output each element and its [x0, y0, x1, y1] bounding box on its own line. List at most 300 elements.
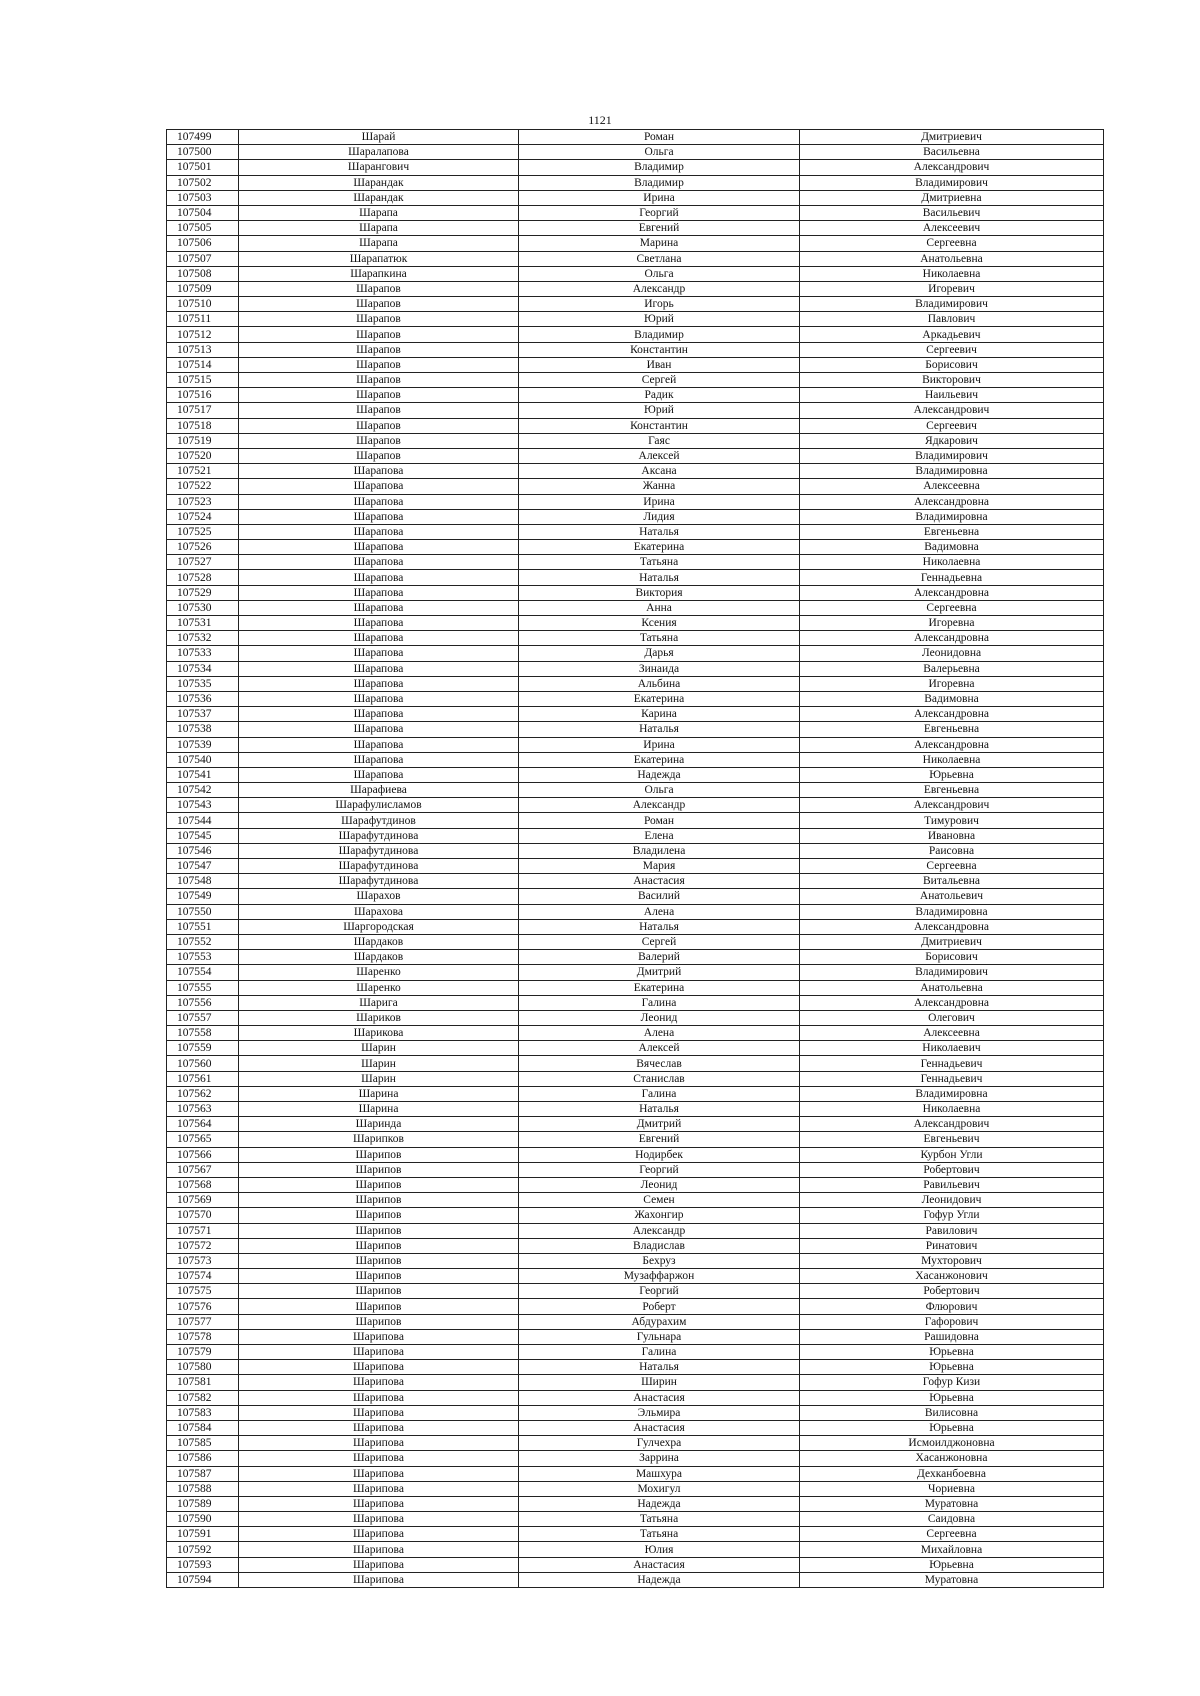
- patronymic-cell: Сергеевна: [800, 859, 1104, 874]
- patronymic-cell: Александрович: [800, 160, 1104, 175]
- table-row: [167, 1451, 1104, 1466]
- record-number-cell: 107580: [167, 1360, 239, 1375]
- last-name-cell: Шарафутдинова: [239, 874, 519, 889]
- last-name-cell: Шарина: [239, 1086, 519, 1101]
- patronymic-cell: Аркадьевич: [800, 327, 1104, 342]
- first-name-cell: Александр: [519, 798, 800, 813]
- first-name-cell: Юрий: [519, 312, 800, 327]
- table-row: [167, 798, 1104, 813]
- record-number-cell: 107593: [167, 1557, 239, 1572]
- table-row: [167, 600, 1104, 615]
- table-row: [167, 1527, 1104, 1542]
- patronymic-cell: Игоревна: [800, 616, 1104, 631]
- last-name-cell: Шарапова: [239, 676, 519, 691]
- record-number-cell: 107583: [167, 1405, 239, 1420]
- table-row: [167, 1436, 1104, 1451]
- record-number-cell: 107555: [167, 980, 239, 995]
- patronymic-cell: Александровна: [800, 995, 1104, 1010]
- last-name-cell: Шарапов: [239, 327, 519, 342]
- record-number-cell: 107574: [167, 1269, 239, 1284]
- first-name-cell: Зинаида: [519, 661, 800, 676]
- table-row: [167, 1193, 1104, 1208]
- patronymic-cell: Курбон Угли: [800, 1147, 1104, 1162]
- first-name-cell: Анастасия: [519, 1390, 800, 1405]
- table-row: [167, 1071, 1104, 1086]
- record-number-cell: 107552: [167, 934, 239, 949]
- record-number-cell: 107549: [167, 889, 239, 904]
- last-name-cell: Шарипова: [239, 1512, 519, 1527]
- record-number-cell: 107576: [167, 1299, 239, 1314]
- first-name-cell: Екатерина: [519, 540, 800, 555]
- first-name-cell: Екатерина: [519, 752, 800, 767]
- first-name-cell: Владилена: [519, 843, 800, 858]
- last-name-cell: Шарапова: [239, 737, 519, 752]
- record-number-cell: 107551: [167, 919, 239, 934]
- patronymic-cell: Владимирович: [800, 448, 1104, 463]
- first-name-cell: Альбина: [519, 676, 800, 691]
- patronymic-cell: Ядкарович: [800, 433, 1104, 448]
- first-name-cell: Ирина: [519, 190, 800, 205]
- record-number-cell: 107508: [167, 266, 239, 281]
- table-row: [167, 1329, 1104, 1344]
- first-name-cell: Екатерина: [519, 691, 800, 706]
- patronymic-cell: Сергеевна: [800, 600, 1104, 615]
- record-number-cell: 107556: [167, 995, 239, 1010]
- record-number-cell: 107588: [167, 1481, 239, 1496]
- table-row: [167, 767, 1104, 782]
- patronymic-cell: Муратовна: [800, 1572, 1104, 1587]
- record-number-cell: 107567: [167, 1162, 239, 1177]
- first-name-cell: Ирина: [519, 494, 800, 509]
- table-row: [167, 342, 1104, 357]
- last-name-cell: Шарапов: [239, 433, 519, 448]
- record-number-cell: 107545: [167, 828, 239, 843]
- table-row: [167, 828, 1104, 843]
- first-name-cell: Наталья: [519, 1360, 800, 1375]
- record-number-cell: 107534: [167, 661, 239, 676]
- record-number-cell: 107515: [167, 373, 239, 388]
- table-row: [167, 524, 1104, 539]
- patronymic-cell: Владимирович: [800, 175, 1104, 190]
- patronymic-cell: Юрьевна: [800, 1557, 1104, 1572]
- patronymic-cell: Муратовна: [800, 1496, 1104, 1511]
- first-name-cell: Анна: [519, 600, 800, 615]
- record-number-cell: 107589: [167, 1496, 239, 1511]
- table-row: [167, 1117, 1104, 1132]
- record-number-cell: 107525: [167, 524, 239, 539]
- patronymic-cell: Борисович: [800, 950, 1104, 965]
- patronymic-cell: Александровна: [800, 737, 1104, 752]
- first-name-cell: Станислав: [519, 1071, 800, 1086]
- last-name-cell: Шарипков: [239, 1132, 519, 1147]
- patronymic-cell: Геннадьевна: [800, 570, 1104, 585]
- record-number-cell: 107572: [167, 1238, 239, 1253]
- patronymic-cell: Павлович: [800, 312, 1104, 327]
- first-name-cell: Надежда: [519, 767, 800, 782]
- last-name-cell: Шарапова: [239, 661, 519, 676]
- last-name-cell: Шарипов: [239, 1177, 519, 1192]
- first-name-cell: Георгий: [519, 205, 800, 220]
- patronymic-cell: Чориевна: [800, 1481, 1104, 1496]
- patronymic-cell: Ивановна: [800, 828, 1104, 843]
- last-name-cell: Шарапова: [239, 540, 519, 555]
- record-number-cell: 107503: [167, 190, 239, 205]
- last-name-cell: Шарафутдинова: [239, 843, 519, 858]
- patronymic-cell: Равильевич: [800, 1177, 1104, 1192]
- patronymic-cell: Михайловна: [800, 1542, 1104, 1557]
- first-name-cell: Нодирбек: [519, 1147, 800, 1162]
- table-row: [167, 160, 1104, 175]
- record-number-cell: 107544: [167, 813, 239, 828]
- table-row: [167, 919, 1104, 934]
- record-number-cell: 107559: [167, 1041, 239, 1056]
- first-name-cell: Евгений: [519, 221, 800, 236]
- record-number-cell: 107512: [167, 327, 239, 342]
- record-number-cell: 107513: [167, 342, 239, 357]
- patronymic-cell: Владимирович: [800, 297, 1104, 312]
- first-name-cell: Дарья: [519, 646, 800, 661]
- last-name-cell: Шарапа: [239, 205, 519, 220]
- table-row: [167, 448, 1104, 463]
- last-name-cell: Шарапов: [239, 373, 519, 388]
- record-number-cell: 107540: [167, 752, 239, 767]
- patronymic-cell: Дмитриевич: [800, 934, 1104, 949]
- patronymic-cell: Юрьевна: [800, 1360, 1104, 1375]
- last-name-cell: Шарипов: [239, 1193, 519, 1208]
- table-row: [167, 965, 1104, 980]
- patronymic-cell: Геннадьевич: [800, 1071, 1104, 1086]
- last-name-cell: Шарапова: [239, 691, 519, 706]
- last-name-cell: Шарипов: [239, 1299, 519, 1314]
- table-row: [167, 1314, 1104, 1329]
- last-name-cell: Шарипова: [239, 1436, 519, 1451]
- record-number-cell: 107524: [167, 509, 239, 524]
- record-number-cell: 107507: [167, 251, 239, 266]
- table-row: [167, 874, 1104, 889]
- first-name-cell: Валерий: [519, 950, 800, 965]
- last-name-cell: Шарипова: [239, 1527, 519, 1542]
- patronymic-cell: Васильевна: [800, 145, 1104, 160]
- last-name-cell: Шарафутдинова: [239, 859, 519, 874]
- first-name-cell: Юрий: [519, 403, 800, 418]
- patronymic-cell: Юрьевна: [800, 767, 1104, 782]
- first-name-cell: Татьяна: [519, 1512, 800, 1527]
- record-number-cell: 107537: [167, 707, 239, 722]
- patronymic-cell: Анатольевич: [800, 889, 1104, 904]
- patronymic-cell: Робертович: [800, 1162, 1104, 1177]
- page-number: 1121: [588, 113, 612, 127]
- record-number-cell: 107557: [167, 1010, 239, 1025]
- record-number-cell: 107587: [167, 1466, 239, 1481]
- table-row: [167, 1299, 1104, 1314]
- table-row: [167, 1223, 1104, 1238]
- table-row: [167, 1345, 1104, 1360]
- first-name-cell: Анастасия: [519, 1420, 800, 1435]
- first-name-cell: Наталья: [519, 524, 800, 539]
- last-name-cell: Шарипов: [239, 1162, 519, 1177]
- first-name-cell: Жахонгир: [519, 1208, 800, 1223]
- table-row: [167, 1208, 1104, 1223]
- table-row: [167, 1132, 1104, 1147]
- last-name-cell: Шаргородская: [239, 919, 519, 934]
- last-name-cell: Шарин: [239, 1056, 519, 1071]
- table-row: [167, 1466, 1104, 1481]
- table-row: [167, 813, 1104, 828]
- record-number-cell: 107565: [167, 1132, 239, 1147]
- table-row: [167, 1102, 1104, 1117]
- record-number-cell: 107523: [167, 494, 239, 509]
- patronymic-cell: Александровна: [800, 585, 1104, 600]
- record-number-cell: 107538: [167, 722, 239, 737]
- patronymic-cell: Александровна: [800, 919, 1104, 934]
- first-name-cell: Аксана: [519, 464, 800, 479]
- last-name-cell: Шарипов: [239, 1208, 519, 1223]
- table-row: [167, 1269, 1104, 1284]
- last-name-cell: Шарипова: [239, 1420, 519, 1435]
- table-row: [167, 1360, 1104, 1375]
- first-name-cell: Гаяс: [519, 433, 800, 448]
- last-name-cell: Шарахов: [239, 889, 519, 904]
- patronymic-cell: Сергеевна: [800, 1527, 1104, 1542]
- patronymic-cell: Александрович: [800, 798, 1104, 813]
- record-number-cell: 107586: [167, 1451, 239, 1466]
- record-number-cell: 107592: [167, 1542, 239, 1557]
- last-name-cell: Шаренко: [239, 965, 519, 980]
- first-name-cell: Ольга: [519, 783, 800, 798]
- patronymic-cell: Алексеевна: [800, 1026, 1104, 1041]
- last-name-cell: Шарин: [239, 1041, 519, 1056]
- last-name-cell: Шарапова: [239, 479, 519, 494]
- patronymic-cell: Александровна: [800, 494, 1104, 509]
- patronymic-cell: Раисовна: [800, 843, 1104, 858]
- record-number-cell: 107548: [167, 874, 239, 889]
- patronymic-cell: Витальевна: [800, 874, 1104, 889]
- table-row: [167, 783, 1104, 798]
- record-number-cell: 107546: [167, 843, 239, 858]
- record-number-cell: 107509: [167, 281, 239, 296]
- first-name-cell: Александр: [519, 1223, 800, 1238]
- table-row: [167, 1375, 1104, 1390]
- last-name-cell: Шарандак: [239, 190, 519, 205]
- last-name-cell: Шарапа: [239, 236, 519, 251]
- record-number-cell: 107510: [167, 297, 239, 312]
- last-name-cell: Шарапова: [239, 585, 519, 600]
- record-number-cell: 107568: [167, 1177, 239, 1192]
- table-row: [167, 494, 1104, 509]
- patronymic-cell: Николаевна: [800, 1102, 1104, 1117]
- last-name-cell: Шарипова: [239, 1496, 519, 1511]
- record-number-cell: 107585: [167, 1436, 239, 1451]
- record-number-cell: 107506: [167, 236, 239, 251]
- last-name-cell: Шарахова: [239, 904, 519, 919]
- first-name-cell: Надежда: [519, 1496, 800, 1511]
- table-row: [167, 737, 1104, 752]
- patronymic-cell: Ринатович: [800, 1238, 1104, 1253]
- patronymic-cell: Анатольевна: [800, 980, 1104, 995]
- first-name-cell: Татьяна: [519, 555, 800, 570]
- first-name-cell: Ирина: [519, 737, 800, 752]
- first-name-cell: Светлана: [519, 251, 800, 266]
- last-name-cell: Шарапов: [239, 388, 519, 403]
- last-name-cell: Шаринда: [239, 1117, 519, 1132]
- table-row: [167, 1572, 1104, 1587]
- patronymic-cell: Игоревич: [800, 281, 1104, 296]
- table-row: [167, 1420, 1104, 1435]
- table-row: [167, 479, 1104, 494]
- first-name-cell: Алексей: [519, 1041, 800, 1056]
- patronymic-cell: Алексеевна: [800, 479, 1104, 494]
- patronymic-cell: Юрьевна: [800, 1390, 1104, 1405]
- last-name-cell: Шарафутдинов: [239, 813, 519, 828]
- patronymic-cell: Борисович: [800, 357, 1104, 372]
- first-name-cell: Галина: [519, 995, 800, 1010]
- patronymic-cell: Гофур Угли: [800, 1208, 1104, 1223]
- last-name-cell: Шарапова: [239, 616, 519, 631]
- patronymic-cell: Анатольевна: [800, 251, 1104, 266]
- record-number-cell: 107535: [167, 676, 239, 691]
- last-name-cell: Шарипов: [239, 1269, 519, 1284]
- table-row: [167, 676, 1104, 691]
- last-name-cell: Шаренко: [239, 980, 519, 995]
- table-row: [167, 555, 1104, 570]
- record-number-cell: 107533: [167, 646, 239, 661]
- last-name-cell: Шарапа: [239, 221, 519, 236]
- first-name-cell: Георгий: [519, 1162, 800, 1177]
- patronymic-cell: Вилисовна: [800, 1405, 1104, 1420]
- record-number-cell: 107527: [167, 555, 239, 570]
- record-number-cell: 107518: [167, 418, 239, 433]
- last-name-cell: Шарай: [239, 130, 519, 145]
- table-row: [167, 616, 1104, 631]
- first-name-cell: Роман: [519, 813, 800, 828]
- table-row: [167, 1086, 1104, 1101]
- first-name-cell: Гулчехра: [519, 1436, 800, 1451]
- record-number-cell: 107570: [167, 1208, 239, 1223]
- first-name-cell: Вячеслав: [519, 1056, 800, 1071]
- patronymic-cell: Владимировна: [800, 509, 1104, 524]
- record-number-cell: 107500: [167, 145, 239, 160]
- patronymic-cell: Игоревна: [800, 676, 1104, 691]
- record-number-cell: 107501: [167, 160, 239, 175]
- patronymic-cell: Геннадьевич: [800, 1056, 1104, 1071]
- last-name-cell: Шаралапова: [239, 145, 519, 160]
- last-name-cell: Шарипов: [239, 1253, 519, 1268]
- record-number-cell: 107520: [167, 448, 239, 463]
- table-row: [167, 904, 1104, 919]
- first-name-cell: Жанна: [519, 479, 800, 494]
- last-name-cell: Шарафиева: [239, 783, 519, 798]
- first-name-cell: Наталья: [519, 919, 800, 934]
- patronymic-cell: Владимирович: [800, 965, 1104, 980]
- table-row: [167, 1026, 1104, 1041]
- table-row: [167, 1481, 1104, 1496]
- first-name-cell: Дмитрий: [519, 1117, 800, 1132]
- first-name-cell: Роман: [519, 130, 800, 145]
- patronymic-cell: Васильевич: [800, 205, 1104, 220]
- patronymic-cell: Николаевна: [800, 555, 1104, 570]
- first-name-cell: Наталья: [519, 722, 800, 737]
- patronymic-cell: Дехканбоевна: [800, 1466, 1104, 1481]
- record-number-cell: 107594: [167, 1572, 239, 1587]
- first-name-cell: Евгений: [519, 1132, 800, 1147]
- patronymic-cell: Юрьевна: [800, 1420, 1104, 1435]
- table-row: [167, 221, 1104, 236]
- table-row: [167, 190, 1104, 205]
- last-name-cell: Шарапов: [239, 357, 519, 372]
- record-number-cell: 107571: [167, 1223, 239, 1238]
- first-name-cell: Леонид: [519, 1010, 800, 1025]
- record-number-cell: 107569: [167, 1193, 239, 1208]
- last-name-cell: Шарапов: [239, 403, 519, 418]
- table-row: [167, 570, 1104, 585]
- roster-table: [166, 129, 1104, 1588]
- record-number-cell: 107532: [167, 631, 239, 646]
- table-row: [167, 1041, 1104, 1056]
- last-name-cell: Шарипова: [239, 1329, 519, 1344]
- patronymic-cell: Владимировна: [800, 904, 1104, 919]
- record-number-cell: 107590: [167, 1512, 239, 1527]
- first-name-cell: Абдурахим: [519, 1314, 800, 1329]
- record-number-cell: 107522: [167, 479, 239, 494]
- first-name-cell: Галина: [519, 1345, 800, 1360]
- table-row: [167, 130, 1104, 145]
- first-name-cell: Бехруз: [519, 1253, 800, 1268]
- patronymic-cell: Александровна: [800, 707, 1104, 722]
- first-name-cell: Заррина: [519, 1451, 800, 1466]
- last-name-cell: Шарапова: [239, 524, 519, 539]
- first-name-cell: Анастасия: [519, 874, 800, 889]
- record-number-cell: 107517: [167, 403, 239, 418]
- table-row: [167, 373, 1104, 388]
- table-row: [167, 266, 1104, 281]
- patronymic-cell: Юрьевна: [800, 1345, 1104, 1360]
- first-name-cell: Ольга: [519, 266, 800, 281]
- record-number-cell: 107531: [167, 616, 239, 631]
- record-number-cell: 107514: [167, 357, 239, 372]
- patronymic-cell: Владимировна: [800, 1086, 1104, 1101]
- table-row: [167, 1010, 1104, 1025]
- last-name-cell: Шарапова: [239, 707, 519, 722]
- first-name-cell: Семен: [519, 1193, 800, 1208]
- record-number-cell: 107521: [167, 464, 239, 479]
- last-name-cell: Шарипова: [239, 1557, 519, 1572]
- first-name-cell: Татьяна: [519, 1527, 800, 1542]
- first-name-cell: Леонид: [519, 1177, 800, 1192]
- record-number-cell: 107566: [167, 1147, 239, 1162]
- table-row: [167, 661, 1104, 676]
- table-row: [167, 388, 1104, 403]
- patronymic-cell: Евгеньевич: [800, 1132, 1104, 1147]
- patronymic-cell: Хасанжонович: [800, 1269, 1104, 1284]
- first-name-cell: Алена: [519, 904, 800, 919]
- patronymic-cell: Леонидовна: [800, 646, 1104, 661]
- patronymic-cell: Хасанжоновна: [800, 1451, 1104, 1466]
- patronymic-cell: Наильевич: [800, 388, 1104, 403]
- last-name-cell: Шарапов: [239, 342, 519, 357]
- roster-body: [167, 130, 1104, 1588]
- first-name-cell: Владимир: [519, 327, 800, 342]
- record-number-cell: 107563: [167, 1102, 239, 1117]
- first-name-cell: Владимир: [519, 175, 800, 190]
- first-name-cell: Эльмира: [519, 1405, 800, 1420]
- first-name-cell: Ширин: [519, 1375, 800, 1390]
- patronymic-cell: Валерьевна: [800, 661, 1104, 676]
- table-row: [167, 1056, 1104, 1071]
- record-number-cell: 107582: [167, 1390, 239, 1405]
- table-row: [167, 145, 1104, 160]
- record-number-cell: 107505: [167, 221, 239, 236]
- first-name-cell: Наталья: [519, 570, 800, 585]
